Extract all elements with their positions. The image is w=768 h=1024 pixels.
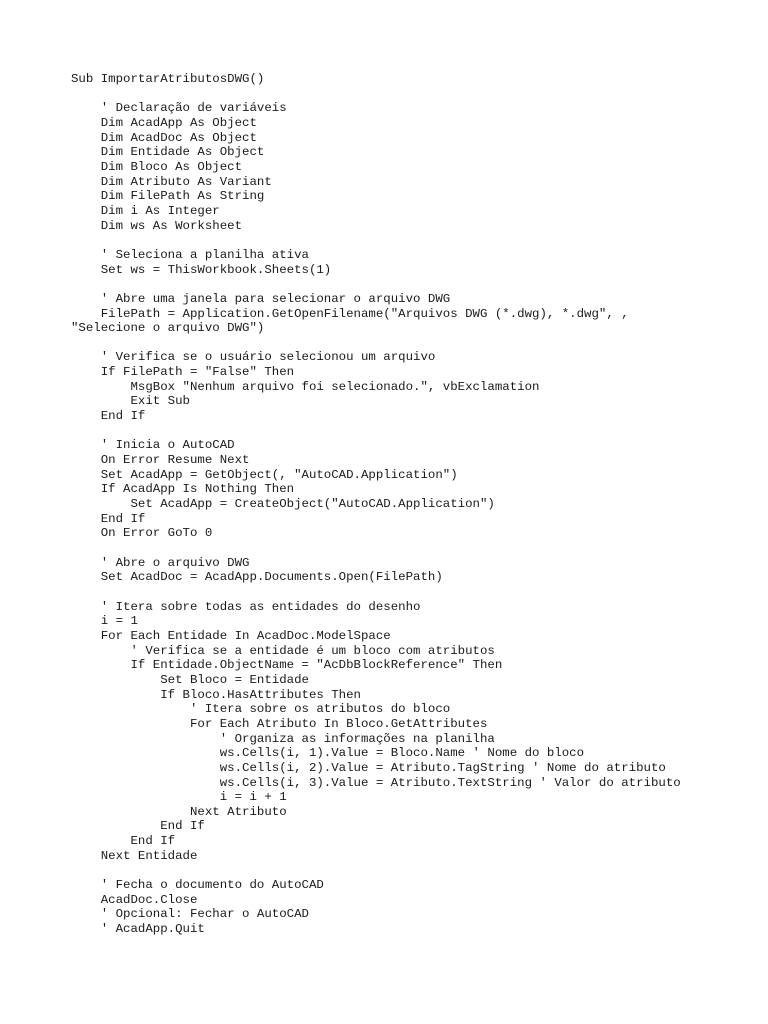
code-line: Set AcadDoc = AcadApp.Documents.Open(FilePath) [71,570,443,585]
code-line: If Bloco.HasAttributes Then [71,687,361,702]
code-line: Dim Bloco As Object [71,159,243,174]
code-line: If FilePath = "False" Then [71,365,295,380]
code-line [71,277,681,292]
code-line: Dim Entidade As Object [71,145,265,160]
code-line: End If [71,511,146,526]
code-line: ' Itera sobre os atributos do bloco [71,702,451,717]
code-line: Dim i As Integer [71,203,220,218]
code-line: ' Opcional: Fechar o AutoCAD [71,907,309,922]
code-line: MsgBox "Nenhum arquivo foi selecionado.", vbExclamation [71,379,540,394]
code-line: End If [71,409,146,424]
code-line: Next Entidade [71,848,198,863]
code-line: If Entidade.ObjectName = "AcDbBlockReference" Then [71,658,503,673]
code-line: ' Fecha o documento do AutoCAD [71,878,324,893]
code-line: If AcadApp Is Nothing Then [71,482,295,497]
code-block [71,72,681,937]
code-line: Dim AcadApp As Object [71,115,257,130]
code-line: AcadDoc.Close [71,892,198,907]
code-line: ' Abre o arquivo DWG [71,555,250,570]
code-line: Dim AcadDoc As Object [71,130,257,145]
code-line: "Selecione o arquivo DWG") [71,321,265,336]
code-line: ws.Cells(i, 2).Value = Atributo.TagString ' Nome do atributo [71,760,666,775]
code-line: Dim Atributo As Variant [71,174,272,189]
code-line [71,87,681,102]
code-line [71,336,681,351]
code-line: ' Seleciona a planilha ativa [71,247,309,262]
code-line: Set AcadApp = GetObject(, "AutoCAD.Application") [71,467,458,482]
code-line: ' Organiza as informações na planilha [71,731,495,746]
code-line [71,424,681,439]
code-line: End If [71,819,205,834]
code-line: On Error Resume Next [71,453,250,468]
code-line: ' Abre uma janela para selecionar o arquivo DWG [71,291,451,306]
code-line: Set AcadApp = CreateObject("AutoCAD.Application") [71,497,495,512]
code-line: Next Atributo [71,804,287,819]
code-line [71,541,681,556]
code-line: Set ws = ThisWorkbook.Sheets(1) [71,262,332,277]
code-line [71,863,681,878]
code-line: For Each Entidade In AcadDoc.ModelSpace [71,628,391,643]
code-line: ' Inicia o AutoCAD [71,438,235,453]
code-line: ' Declaração de variáveis [71,101,287,116]
code-line: i = i + 1 [71,790,287,805]
code-line: Dim ws As Worksheet [71,218,243,233]
code-line [71,233,681,248]
code-line: End If [71,834,176,849]
code-line: Dim FilePath As String [71,189,265,204]
code-line: ws.Cells(i, 1).Value = Bloco.Name ' Nome do bloco [71,746,585,761]
code-line: ' Verifica se o usuário selecionou um arquivo [71,350,436,365]
code-line [71,585,681,600]
code-line: Sub ImportarAtributosDWG() [71,72,265,86]
code-line: Exit Sub [71,394,190,409]
code-line: For Each Atributo In Bloco.GetAttributes [71,716,488,731]
code-line: ws.Cells(i, 3).Value = Atributo.TextString ' Valor do atributo [71,775,681,790]
code-line: i = 1 [71,614,138,629]
code-line: ' Itera sobre todas as entidades do desenho [71,599,421,614]
code-line: Set Bloco = Entidade [71,672,309,687]
code-line: On Error GoTo 0 [71,526,213,541]
code-line: ' AcadApp.Quit [71,922,205,937]
code-line: FilePath = Application.GetOpenFilename("Arquivos DWG (*.dwg), *.dwg", , [71,306,629,321]
code-line: ' Verifica se a entidade é um bloco com atributos [71,643,495,658]
